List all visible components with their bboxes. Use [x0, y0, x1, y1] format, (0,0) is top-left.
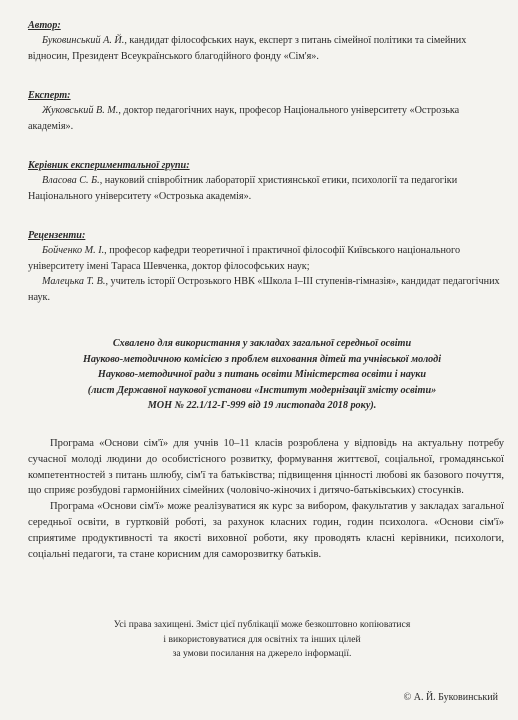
expert-section [28, 88, 504, 134]
author-paragraph [28, 33, 504, 64]
approval-line: МОН № 22.1/12-Г-999 від 19 листопада 2018 року). [147, 400, 377, 412]
rights-line: Усі права захищені. Зміст цієї публікації може безкоштовно копіюватися [113, 619, 411, 630]
reviewer-text: , учитель історії Острозького НВК «Школа І–ІІІ ступенів-гімназія», кандидат педагогічних наук. [28, 276, 500, 303]
rights-line: і використовуватися для освітніх та інших цілей [163, 633, 361, 645]
program-paragraph-1: Програма «Основи сім'ї» для учнів 10–11 класів розроблена у відповідь на актуальну потребу сучасної молоді людини до особистісного розвитку, формування життєвої, соціальної, громадянської компетентностей з питань шлюбу, сім'ї та батьківства; підвищення цінності любові як базового почуття, що сприяє розбудові гармонійних сімейних (чоловічо-жіночих і дитячо-батьківських) стосунків. [28, 438, 504, 497]
author-heading: Автор: [28, 20, 61, 31]
approval-line: Науково-методичною комісією з проблем виховання дітей та учнівської молоді [82, 353, 442, 365]
group-leader-name: Власова С. Б. [42, 175, 100, 187]
expert-paragraph [28, 103, 504, 134]
reviewers-section [28, 228, 504, 305]
rights-line: за умови посилання на джерело інформації. [172, 648, 352, 660]
approval-line: Схвалено для використання у закладах загальної середньої освіти [112, 338, 412, 349]
reviewer-text: , професор кафедри теоретичної і практичної філософії Київського національного університету імені Тараса Шевченка, доктор філософських наук; [28, 245, 461, 272]
program-description [28, 436, 504, 562]
group-leader-section [28, 158, 504, 204]
approval-line: Науково-методичної ради з питань освіти Міністерства освіти і науки [97, 369, 427, 381]
author-section [28, 18, 504, 64]
reviewer-paragraph [28, 274, 504, 305]
copyright: © А. Й. Буковинський [403, 692, 498, 703]
expert-text: , доктор педагогічних наук, професор Національного університету «Острозька академія». [28, 105, 460, 132]
reviewer-name: Бойченко М. І. [42, 245, 105, 257]
author-text: , кандидат філософських наук, експерт з питань сімейної політики та сімейних відносин, Президент Всеукраїнського благодійного фонду «Сім'я». [28, 35, 467, 62]
author-name: Буковинський А. Й. [42, 35, 125, 47]
expert-heading: Експерт: [28, 90, 71, 101]
approval-line: (лист Державної наукової установи «Інститут модернізації змісту освіти» [87, 384, 437, 396]
group-leader-paragraph [28, 173, 504, 204]
reviewers-heading: Рецензенти: [28, 230, 86, 241]
expert-name: Жуковський В. М. [42, 105, 119, 117]
rights-notice [20, 618, 504, 662]
group-leader-text: , науковий співробітник лабораторії християнської етики, психології та педагогіки Національного університету «Острозька академія». [28, 175, 458, 202]
approval-stamp-text [20, 336, 504, 414]
reviewer-name: Малецька Т. В. [42, 276, 106, 288]
reviewer-paragraph [28, 243, 504, 274]
program-paragraph-2: Програма «Основи сім'ї» може реалізуватися як курс за вибором, факультатив у закладах загальної середньої освіти, в гуртковій роботі, за рахунок класних годин, годин психолога. «Основи сім'ї» сприятиме продуктивності та якості виховної роботи, яку проводять класні керівники, психологи, соціальні педагоги, та стане корисним для саморозвитку батьків. [28, 501, 504, 560]
group-leader-heading: Керівник експериментальної групи: [28, 160, 190, 171]
